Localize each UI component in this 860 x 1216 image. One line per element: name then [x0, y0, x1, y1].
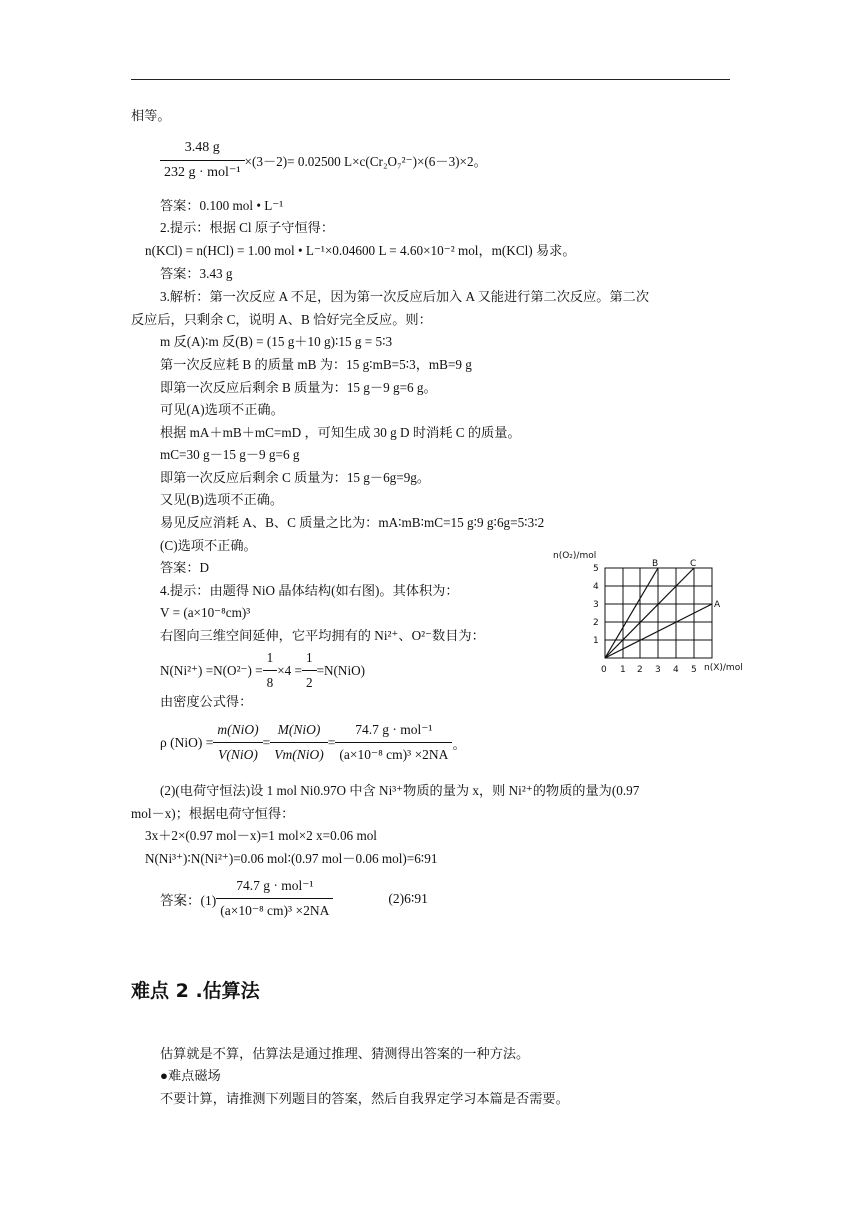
text-line: 2.提示：根据 Cl 原子守恒得： [160, 220, 335, 235]
text-line: 估算就是不算，估算法是通过推理、猜测得出答案的一种方法。 [160, 1046, 530, 1061]
section-title: 难点 2 .估算法 [131, 980, 260, 1002]
text-line: 根据 mA＋mB＋mC=mD ，可知生成 30 g D 时消耗 C 的质量。 [160, 425, 521, 440]
text-line: 3x＋2×(0.97 mol－x)=1 mol×2 x=0.06 mol [145, 828, 377, 843]
text-line: m 反(A)∶m 反(B) = (15 g＋10 g)∶15 g = 5∶3 [160, 334, 393, 349]
fraction: $\frac{1}{8}$ [263, 648, 278, 693]
series-label-b: B [652, 559, 659, 569]
y-tick: 3 [593, 600, 599, 610]
y-tick: 5 [593, 564, 599, 574]
text-line: n(KCl) = n(HCl) = 1.00 mol • L⁻¹×0.04600 L = 4.60×10⁻² mol，m(KCl) 易求。 [145, 243, 576, 258]
answer-2: 答案：3.43 g [160, 266, 233, 281]
x-tick: 0 [601, 665, 607, 675]
text-line: 4.提示：由题得 NiO 晶体结构(如右图)。其体积为： [160, 583, 459, 598]
grid [605, 568, 712, 658]
text-line: 不要计算，请推测下列题目的答案，然后自我界定学习本篇是否需要。 [160, 1091, 569, 1106]
text-line: (C)选项不正确。 [160, 538, 257, 553]
text-line: 可见(A)选项不正确。 [160, 402, 284, 417]
text-line: ●难点磁场 [160, 1068, 221, 1083]
header-rule [131, 79, 730, 80]
x-axis-label: n(X)/mol [704, 663, 743, 673]
fraction: $\frac{\text{74.7 g · mol⁻¹}}{\text{(a×10⁻⁸ cm)³ ×2NA}}$ [216, 876, 333, 921]
reaction-graph [548, 546, 758, 676]
text-line: (2)(电荷守恒法)设 1 mol Ni0.97O 中含 Ni³⁺物质的量为 x，则 Ni²⁺的物质的量为(0.97 [160, 783, 640, 798]
answer-3: 答案：D [160, 560, 210, 575]
text-line: 即第一次反应后剩余 C 质量为：15 g－6g=9g。 [160, 470, 431, 485]
equation-ni-count: N(Ni²⁺) =N(O²⁻) = $\frac{1}{8}$ ×4 = $\frac{1}{2}$ =N(NiO) [160, 648, 365, 693]
text-line: V = (a×10⁻⁸cm)³ [160, 605, 251, 620]
fraction: $\frac{\text{m(NiO)}}{\text{V(NiO)}}$ [213, 720, 262, 765]
fraction: $\frac{3.48 g}{\text{232 g · mol⁻¹}}$ [160, 138, 245, 183]
y-tick: 4 [593, 582, 599, 592]
fraction: $\frac{\text{74.7 g · mol⁻¹}}{\text{(a×10⁻⁸ cm)³ ×2NA}}$ [335, 720, 452, 765]
text-line: 又见(B)选项不正确。 [160, 492, 284, 507]
y-tick: 1 [593, 636, 599, 646]
x-tick: 2 [637, 665, 643, 675]
answer-1: 答案：0.100 mol • L⁻¹ [160, 198, 284, 213]
text-line: mol－x)；根据电荷守恒得： [131, 806, 295, 821]
text-line: mC=30 g－15 g－9 g=6 g [160, 447, 300, 462]
text-line: N(Ni³⁺)∶N(Ni²⁺)=0.06 mol∶(0.97 mol－0.06 mol)=6∶91 [145, 851, 438, 866]
text-line: 由密度公式得： [160, 694, 253, 709]
text-line: 3.解析：第一次反应 A 不足，因为第一次反应后加入 A 又能进行第二次反应。第二次 [160, 289, 650, 304]
fraction: $\frac{1}{2}$ [302, 648, 317, 693]
text-line: 相等。 [131, 108, 171, 123]
text-line: 右图向三维空间延伸，它平均拥有的 Ni²⁺、O²⁻数目为： [160, 628, 485, 643]
x-tick: 5 [691, 665, 697, 675]
y-tick: 2 [593, 618, 599, 628]
text-line: 易见反应消耗 A、B、C 质量之比为：mA∶mB∶mC=15 g∶9 g∶6g=5∶3∶2 [160, 515, 545, 530]
equation-density: ρ (NiO) = $\frac{\text{m(NiO)}}{\text{V(NiO)}}$ = $\frac{\text{M(NiO)}}{\text{Vm(NiO)}}$ = $\frac{\text{74.7 g · mol⁻¹}}{\text{(a×10⁻⁸ cm)³ ×2NA}}$ 。 [160, 720, 466, 765]
text-line: 反应后，只剩余 C，说明 A、B 恰好完全反应。则： [131, 312, 432, 327]
text-line: 第一次反应耗 B 的质量 mB 为：15 g∶mB=5∶3，mB=9 g [160, 357, 472, 372]
series-label-c: C [690, 559, 697, 569]
x-tick: 1 [620, 665, 626, 675]
y-axis-label: n(O₂)/mol [553, 551, 597, 561]
equation-1: $\frac{3.48 g}{\text{232 g · mol⁻¹}}$ ×(3－2)= 0.02500 L×c(Cr₂O₇²⁻)×(6－3)×2。 [160, 138, 487, 183]
x-tick: 4 [673, 665, 679, 675]
text-line: 即第一次反应后剩余 B 质量为：15 g－9 g=6 g。 [160, 380, 437, 395]
series-label-a: A [714, 600, 721, 610]
fraction: $\frac{\text{M(NiO)}}{\text{Vm(NiO)}}$ [270, 720, 328, 765]
answer-4: 答案：(1) $\frac{\text{74.7 g · mol⁻¹}}{\text{(a×10⁻⁸ cm)³ ×2NA}}$ (2)6∶91 [160, 876, 428, 921]
x-tick: 3 [655, 665, 661, 675]
